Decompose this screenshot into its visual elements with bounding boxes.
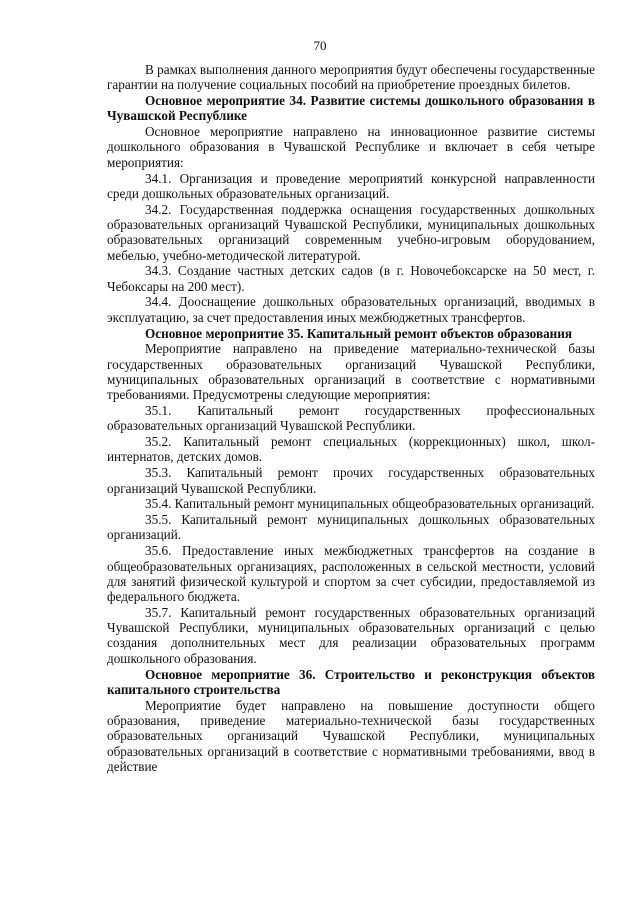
body-paragraph: 35.5. Капитальный ремонт муниципальных дошкольных образовательных организаций. <box>107 512 595 543</box>
document-body <box>107 62 595 775</box>
section-heading: Основное мероприятие 35. Капитальный ремонт объектов образования <box>145 325 572 341</box>
body-paragraph: 35.7. Капитальный ремонт государственных образовательных организаций Чувашской Республики, муниципальных образовательных организаций с целью создания дополнительных мест для реализации образовательных программ дошкольного образования. <box>107 604 595 666</box>
body-paragraph: 34.3. Создание частных детских садов (в г. Новочебоксарске на 50 мест, г. Чебоксары на 200 мест). <box>107 263 595 294</box>
body-paragraph: 35.6. Предоставление иных межбюджетных трансфертов на создание в общеобразовательных организациях, расположенных в сельской местности, условий для занятий физической культурой и спортом за счет субсидии, предоставляемой из федерального бюджета. <box>107 543 595 605</box>
section-heading: Основное мероприятие 36. Строительство и реконструкция объектов капитального строительства <box>107 666 595 697</box>
body-paragraph: 34.2. Государственная поддержка оснащения государственных дошкольных образовательных организаций Чувашской Республики, муниципальных дошкольных образовательных организаций современным учебно-игровым оборудованием, мебелью, учебно-методической литературой. <box>107 201 595 263</box>
body-paragraph: Мероприятие будет направлено на повышение доступности общего образования, приведение материально-технической базы государственных образовательных организаций Чувашской Республики, муниципальных образовательных организаций в соответствие с нормативными требованиями, ввод в действие <box>107 697 595 774</box>
section-heading: Основное мероприятие 34. Развитие системы дошкольного образования в Чувашской Республике <box>107 93 595 124</box>
body-paragraph: В рамках выполнения данного мероприятия будут обеспечены государственные гарантии на получение социальных пособий на приобретение проездных билетов. <box>107 62 595 93</box>
body-paragraph: 35.3. Капитальный ремонт прочих государственных образовательных организаций Чувашской Республики. <box>107 465 595 496</box>
body-paragraph: Мероприятие направлено на приведение материально-технической базы государственных образовательных организаций Чувашской Республики, муниципальных образовательных организаций в соответствие с нормативными требованиями. Предусмотрены следующие мероприятия: <box>107 341 595 403</box>
body-paragraph: Основное мероприятие направлено на инновационное развитие системы дошкольного образования в Чувашской Республике и включает в себя четыре мероприятия: <box>107 124 595 170</box>
body-paragraph: 35.1. Капитальный ремонт государственных профессиональных образовательных организаций Чувашской Республики. <box>107 403 595 434</box>
body-paragraph: 34.1. Организация и проведение мероприятий конкурсной направленности среди дошкольных образовательных организаций. <box>107 170 595 201</box>
page-number: 70 <box>313 38 327 53</box>
body-paragraph: 35.4. Капитальный ремонт муниципальных общеобразовательных организаций. <box>145 496 595 512</box>
body-paragraph: 34.4. Дооснащение дошкольных образовательных организаций, вводимых в эксплуатацию, за счет предоставления иных межбюджетных трансфертов. <box>107 294 595 325</box>
body-paragraph: 35.2. Капитальный ремонт специальных (коррекционных) школ, школ-интернатов, детских домов. <box>107 434 595 465</box>
